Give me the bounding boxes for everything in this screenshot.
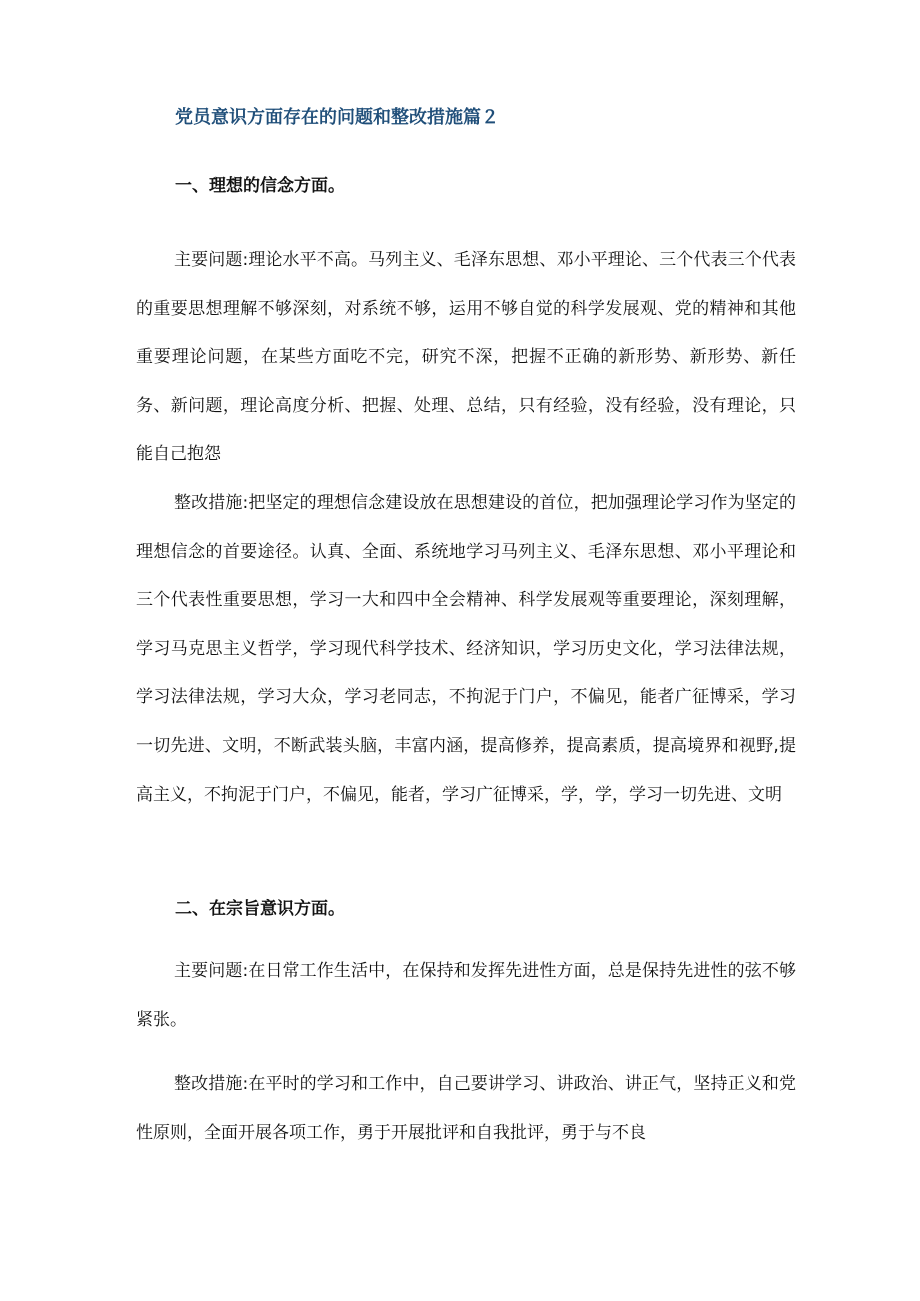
document-title: 党员意识方面存在的问题和整改措施篇２ — [175, 107, 499, 128]
section-2-measures-paragraph: 整改措施:在平时的学习和工作中，自己要讲学习、讲政治、讲正气，坚持正义和党性原则，全面开展各项工作，勇于开展批评和自我批评，勇于与不良 — [136, 1074, 796, 1143]
section-heading-1: 一、理想的信念方面。 — [175, 176, 345, 196]
section-heading-2: 二、在宗旨意识方面。 — [175, 899, 345, 919]
section-1-problem-paragraph: 主要问题:理论水平不高。马列主义、毛泽东思想、邓小平理论、三个代表三个代表的重要思想理解不够深刻，对系统不够，运用不够自觉的科学发展观、党的精神和其他重要理论问题，在某些方面吃不完，研究不深，把握不正确的新形势、新形势、新任务、新问题，理论高度分析、把握、处理、总结，只有经验，没有经验，没有理论，只能自己抱怨 — [136, 250, 796, 465]
section-1-measures-paragraph: 整改措施:把坚定的理想信念建设放在思想建设的首位，把加强理论学习作为坚定的理想信念的首要途径。认真、全面、系统地学习马列主义、毛泽东思想、邓小平理论和三个代表性重要思想，学习一大和四中全会精神、科学发展观等重要理论，深刻理解，学习马克思主义哲学，学习现代科学技术、经济知识，学习历史文化，学习法律法规，学习法律法规，学习大众，学习老同志，不拘泥于门户，不偏见，能者广征博采，学习一切先进、文明，不断武装头脑，丰富内涵，提高修养，提高素质，提高境界和视野,提高主义，不拘泥于门户，不偏见，能者，学习广征博采，学，学，学习一切先进、文明 — [136, 493, 796, 805]
section-2-problem-paragraph: 主要问题:在日常工作生活中，在保持和发挥先进性方面，总是保持先进性的弦不够紧张。 — [136, 961, 796, 1030]
